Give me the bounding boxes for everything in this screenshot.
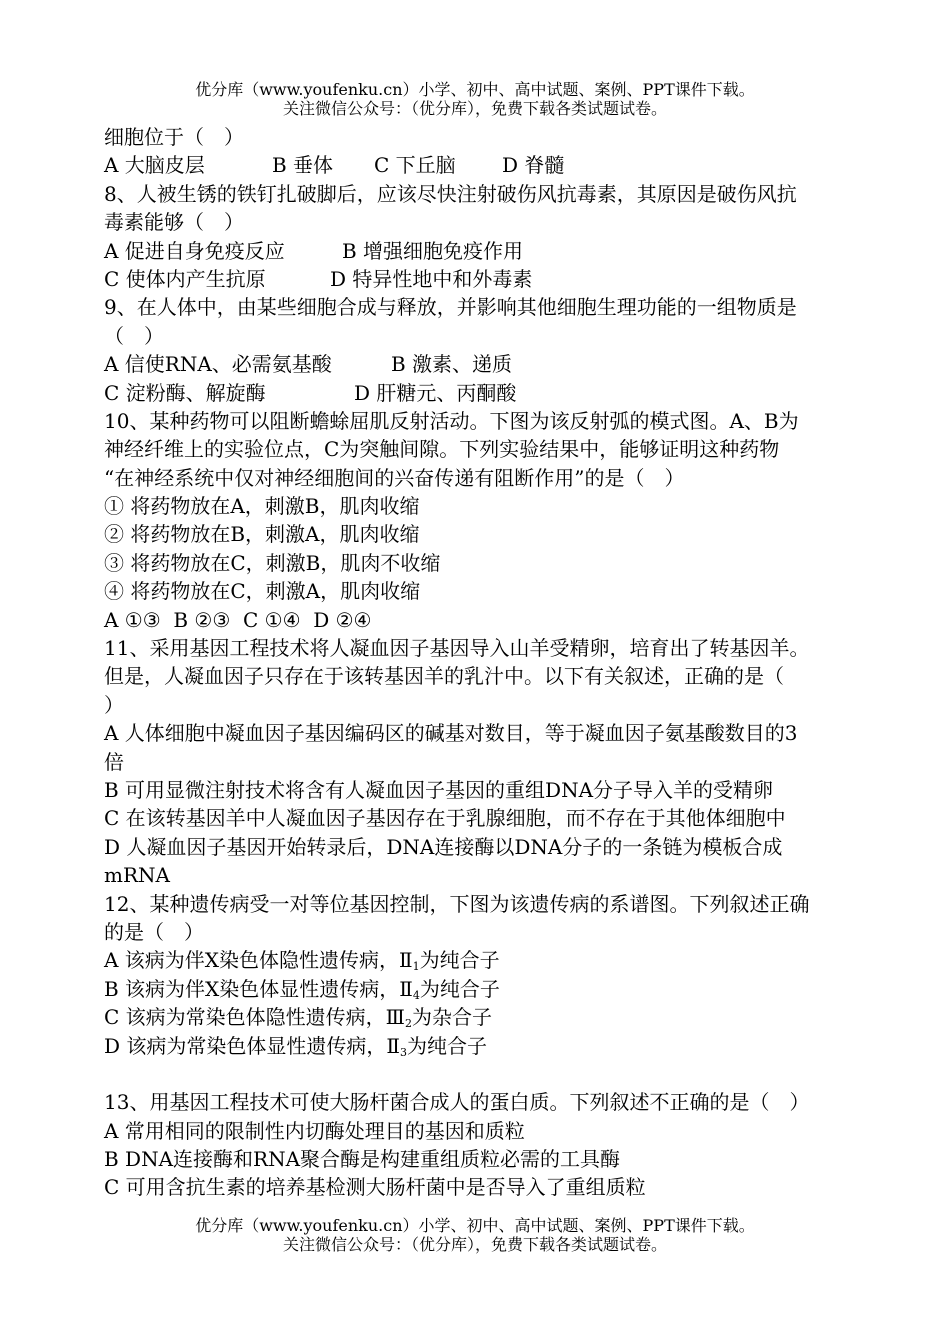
q12-option-b-tail: 为纯合子 xyxy=(419,976,500,1001)
q12-option-c-subscript: 2 xyxy=(404,1017,412,1031)
q13-option-c: C 可用含抗生素的培养基检测大肠杆菌中是否导入了重组质粒 xyxy=(104,1175,646,1200)
q11-option-d-line-1: D 人凝血因子基因开始转录后，DNA连接酶以DNA分子的一条链为模板合成 xyxy=(104,834,783,859)
q9-stem-line-2: （ ） xyxy=(104,323,164,348)
q12-option-b xyxy=(104,975,876,1003)
q11-option-a-line-2: 倍 xyxy=(104,749,124,774)
q11-option-b: B 可用显微注射技术将含有人凝血因子基因的重组DNA分子导入羊的受精卵 xyxy=(104,777,774,802)
q13-stem: 13、用基因工程技术可使大肠杆菌合成人的蛋白质。下列叙述不正确的是（ ） xyxy=(104,1090,810,1115)
q13-option-b: B DNA连接酶和RNA聚合酶是构建重组质粒必需的工具酶 xyxy=(104,1147,621,1172)
q12-stem-line-2: 的是（ ） xyxy=(104,919,204,944)
q9-stem-line-1: 9、在人体中，由某些细胞合成与释放，并影响其他细胞生理功能的一组物质是 xyxy=(104,295,797,320)
q12-option-a xyxy=(104,946,876,974)
header-line-1: 优分库（www.youfenku.cn）小学、初中、高中试题、案例、PPT课件下载。 xyxy=(195,80,755,99)
q10-item-1: ① 将药物放在A，刺激B，肌肉收缩 xyxy=(104,494,420,519)
q9-options-row-2 xyxy=(104,379,876,407)
q8-option-c: C 使体内产生抗原 xyxy=(104,266,266,291)
q11-stem-line-3: ） xyxy=(104,692,124,717)
q8-option-a: A 促进自身免疫反应 xyxy=(104,238,285,263)
q8-options-row-1 xyxy=(104,237,876,265)
q12-option-b-subscript: 4 xyxy=(412,988,420,1002)
header-banner xyxy=(0,80,950,118)
q11-option-a-line-1: A 人体细胞中凝血因子基因编码区的碱基对数目，等于凝血因子氨基酸数目的3 xyxy=(104,721,798,746)
q7-option-c: C 下丘脑 xyxy=(374,153,456,178)
q8-option-d: D 特异性地中和外毒素 xyxy=(330,266,533,291)
q9-option-b: B 激素、递质 xyxy=(391,352,513,377)
q13-option-a: A 常用相同的限制性内切酶处理目的基因和质粒 xyxy=(104,1118,525,1143)
footer-line-2: 关注微信公众号：（优分库），免费下载各类试题试卷。 xyxy=(282,1235,667,1254)
q7-options xyxy=(104,151,876,179)
q9-option-a: A 信使RNA、必需氨基酸 xyxy=(104,352,332,377)
q10-item-4: ④ 将药物放在C，刺激A，肌肉收缩 xyxy=(104,579,421,604)
q7-option-d: D 脊髓 xyxy=(502,153,565,178)
footer-banner xyxy=(0,1216,950,1254)
q10-stem-line-3: “在神经系统中仅对神经细胞间的兴奋传递有阻断作用”的是（ ） xyxy=(104,465,685,490)
q9-options-row-1 xyxy=(104,350,876,378)
q10-answer-options: A ①③ B ②③ C ①④ D ②④ xyxy=(104,607,372,632)
header-line-2: 关注微信公众号：（优分库），免费下载各类试题试卷。 xyxy=(282,99,667,118)
q9-option-d: D 肝糖元、丙酮酸 xyxy=(354,380,517,405)
q11-stem-line-1: 11、采用基因工程技术将人凝血因子基因导入山羊受精卵，培育出了转基因羊。 xyxy=(104,636,810,661)
q10-item-2: ② 将药物放在B，刺激A，肌肉收缩 xyxy=(104,522,420,547)
q8-stem-line-1: 8、人被生锈的铁钉扎破脚后，应该尽快注射破伤风抗毒素，其原因是破伤风抗 xyxy=(104,181,797,206)
question-content xyxy=(104,123,876,1202)
q11-option-c: C 在该转基因羊中人凝血因子基因存在于乳腺细胞，而不存在于其他体细胞中 xyxy=(104,806,786,831)
q12-stem-line-1: 12、某种遗传病受一对等位基因控制，下图为该遗传病的系谱图。下列叙述正确 xyxy=(104,891,810,916)
q8-option-b: B 增强细胞免疫作用 xyxy=(342,238,524,263)
q12-option-a-text: A 该病为伴X染色体隐性遗传病，Ⅱ xyxy=(104,948,413,973)
q12-option-c-text: C 该病为常染色体隐性遗传病，Ⅲ xyxy=(104,1005,405,1030)
q12-option-c-tail: 为杂合子 xyxy=(411,1005,492,1030)
q9-option-c: C 淀粉酶、解旋酶 xyxy=(104,380,266,405)
q12-option-d-subscript: 3 xyxy=(400,1045,407,1059)
q12-option-d-tail: 为纯合子 xyxy=(407,1033,487,1058)
q7-option-b: B 垂体 xyxy=(272,153,334,178)
footer-line-1: 优分库（www.youfenku.cn）小学、初中、高中试题、案例、PPT课件下载。 xyxy=(195,1216,755,1235)
q10-stem-line-1: 10、某种药物可以阻断蟾蜍屈肌反射活动。下图为该反射弧的模式图。A、B为 xyxy=(104,408,799,433)
q11-stem-line-2: 但是，人凝血因子只存在于该转基因羊的乳汁中。以下有关叙述，正确的是（ xyxy=(104,664,784,689)
q12-option-a-subscript: 1 xyxy=(412,960,420,974)
q8-options-row-2 xyxy=(104,265,876,293)
q8-stem-line-2: 毒素能够（ ） xyxy=(104,210,244,235)
q12-option-d-text: D 该病为常染色体显性遗传病，Ⅱ xyxy=(104,1033,400,1058)
q12-option-d xyxy=(104,1032,876,1060)
q12-option-c xyxy=(104,1003,876,1031)
q10-stem-line-2: 神经纤维上的实验位点，C为突触间隙。下列实验结果中，能够证明这种药物 xyxy=(104,437,780,462)
q12-option-a-tail: 为纯合子 xyxy=(419,948,500,973)
q7-option-a: A 大脑皮层 xyxy=(104,153,205,178)
q11-option-d-line-2: mRNA xyxy=(104,863,170,888)
q12-option-b-text: B 该病为伴X染色体显性遗传病，Ⅱ xyxy=(104,976,413,1001)
q7-stem-tail: 细胞位于（ ） xyxy=(104,125,244,149)
spacer xyxy=(104,1060,876,1088)
q10-item-3: ③ 将药物放在C，刺激B，肌肉不收缩 xyxy=(104,550,441,575)
